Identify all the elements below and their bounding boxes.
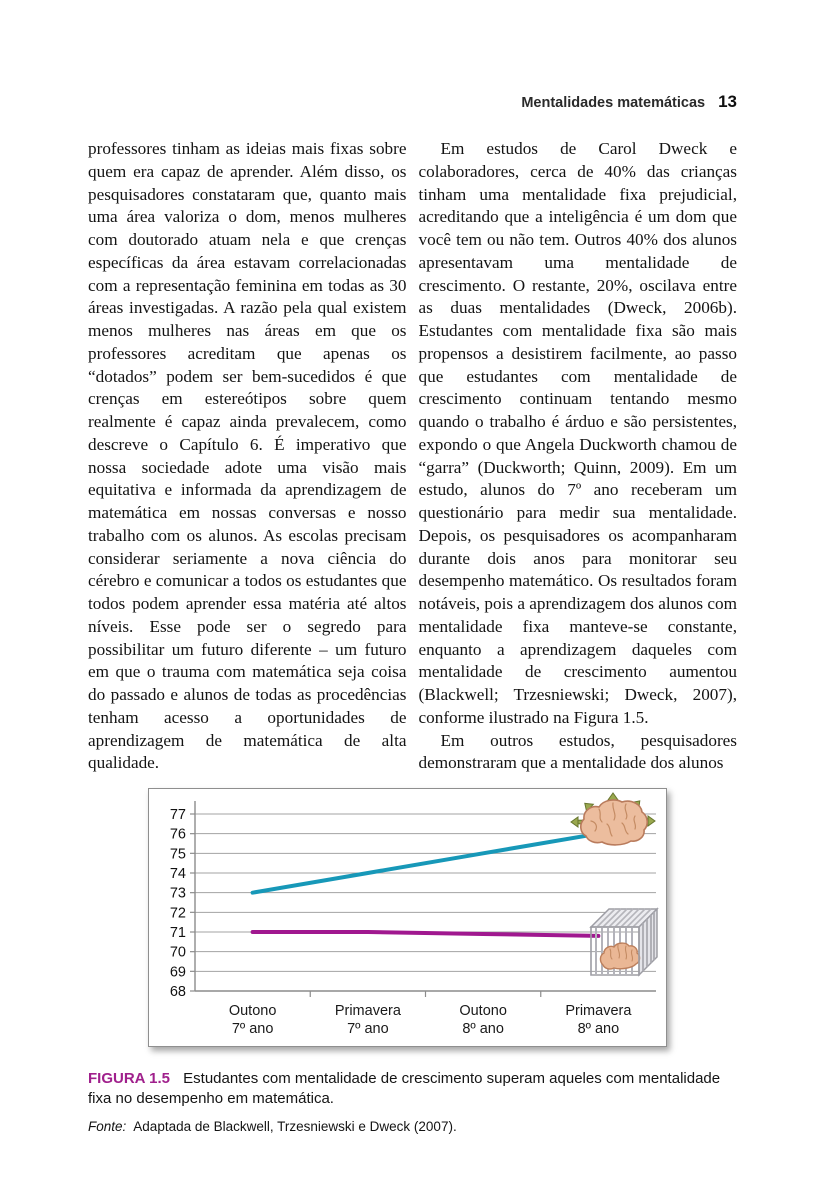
x-category-label: 8º ano bbox=[577, 1021, 620, 1037]
y-tick-label: 76 bbox=[169, 826, 186, 843]
x-category-label: 7º ano bbox=[231, 1021, 274, 1037]
figure-label: FIGURA 1.5 bbox=[88, 1070, 170, 1087]
source-text: Adaptada de Blackwell, Trzesniewski e Dweck (2007). bbox=[133, 1119, 457, 1134]
x-category-label: Outono bbox=[459, 1003, 507, 1019]
y-tick-label: 72 bbox=[169, 905, 186, 922]
body-paragraph: professores tinham as ideias mais fixas sobre quem era capaz de aprender. Além disso, os pesquisadores constataram que, quanto mais uma área valoriza o dom, menos mulheres com doutorado atuam nela e que crenças específicas da área estavam correlacionadas com a representação feminina em todas as 30 áreas investigadas. A razão pela qual existem menos mulheres nas áreas em que os professores acreditam que apenas os “dotados” podem ser bem-sucedidos é que crenças em estereótipos sobre quem realmente é capaz ainda prevalecem, como descreve o Capítulo 6. É imperativo que nossa sociedade adote uma visão mais equitativa e informada da aprendizagem de matemática em nossas conversas e nosso trabalho com os alunos. As escolas precisam considerar seriamente a nova ciência do cérebro e comunicar a todos os estudantes que todos podem aprender essa matéria até altos níveis. Esse pode ser o segredo para possibilitar um futuro diferente – um futuro em que o trauma com matemática seja coisa do passado e alunos de todas as procedências tenham acesso a oportunidades de aprendizagem de matemática de alta qualidade. bbox=[88, 139, 407, 773]
y-tick-label: 73 bbox=[169, 885, 186, 902]
figure-caption-text: Estudantes com mentalidade de crescimento superam aqueles com mentalidade fixa no desempenho em matemática. bbox=[88, 1070, 721, 1107]
growth-line bbox=[253, 834, 599, 893]
text-columns bbox=[88, 138, 737, 775]
figure-source bbox=[88, 1118, 737, 1135]
x-category-label: 8º ano bbox=[462, 1021, 504, 1037]
growth-brain-icon bbox=[569, 791, 657, 855]
body-paragraph: Em estudos de Carol Dweck e colaboradores, cerca de 40% das crianças tinham uma mentalidade fixa prejudicial, acreditando que a inteligência é um dom que você tem ou não tem. Outros 40% dos alunos apresentavam uma mentalidade de crescimento. O restante, 20%, oscilava entre as duas mentalidades (Dweck, 2006b). Estudantes com mentalidade fixa são mais propensos a desistirem facilmente, ao passo que estudantes com mentalidade de crescimento continuam tentando mesmo quando o trabalho é árduo e são persistentes, expondo o que Angela Duckworth chamou de “garra” (Duckworth; Quinn, 2009). Em um estudo, alunos do 7º ano receberam um questionário para medir sua mentalidade. Depois, os pesquisadores os acompanharam durante dois anos para monitorar seu desempenho matemático. Os resultados foram notáveis, pois a aprendizagem dos alunos com mentalidade fixa manteve-se constante, enquanto a aprendizagem daqueles com mentalidade de crescimento aumentou (Blackwell; Trzesniewski; Dweck, 2007), conforme ilustrado na Figura 1.5. bbox=[418, 139, 737, 727]
y-tick-label: 75 bbox=[169, 846, 186, 863]
x-category-label: Primavera bbox=[334, 1003, 401, 1019]
x-category-label: 7º ano bbox=[347, 1021, 389, 1037]
caged-brain-icon bbox=[583, 901, 663, 981]
y-tick-label: 70 bbox=[169, 944, 186, 961]
y-tick-label: 69 bbox=[169, 964, 186, 981]
fixed-line bbox=[253, 932, 599, 936]
body-paragraph: Em outros estudos, pesquisadores demonstraram que a mentalidade dos alunos bbox=[418, 730, 737, 773]
y-tick-label: 77 bbox=[169, 807, 186, 823]
running-head-title: Mentalidades matemáticas bbox=[521, 95, 706, 111]
page-header bbox=[88, 92, 737, 112]
page-number: 13 bbox=[718, 92, 737, 111]
left-column bbox=[88, 138, 407, 775]
source-label: Fonte: bbox=[88, 1119, 127, 1134]
y-tick-label: 71 bbox=[169, 925, 186, 941]
figure-1-5 bbox=[88, 788, 737, 1135]
figure-caption-block bbox=[88, 1069, 737, 1135]
y-tick-label: 68 bbox=[169, 984, 186, 1000]
y-tick-label: 74 bbox=[169, 866, 186, 882]
x-category-label: Primavera bbox=[565, 1003, 632, 1019]
right-column bbox=[419, 138, 738, 775]
x-category-label: Outono bbox=[228, 1003, 277, 1019]
chart-panel bbox=[148, 788, 667, 1047]
figure-caption bbox=[88, 1069, 737, 1109]
